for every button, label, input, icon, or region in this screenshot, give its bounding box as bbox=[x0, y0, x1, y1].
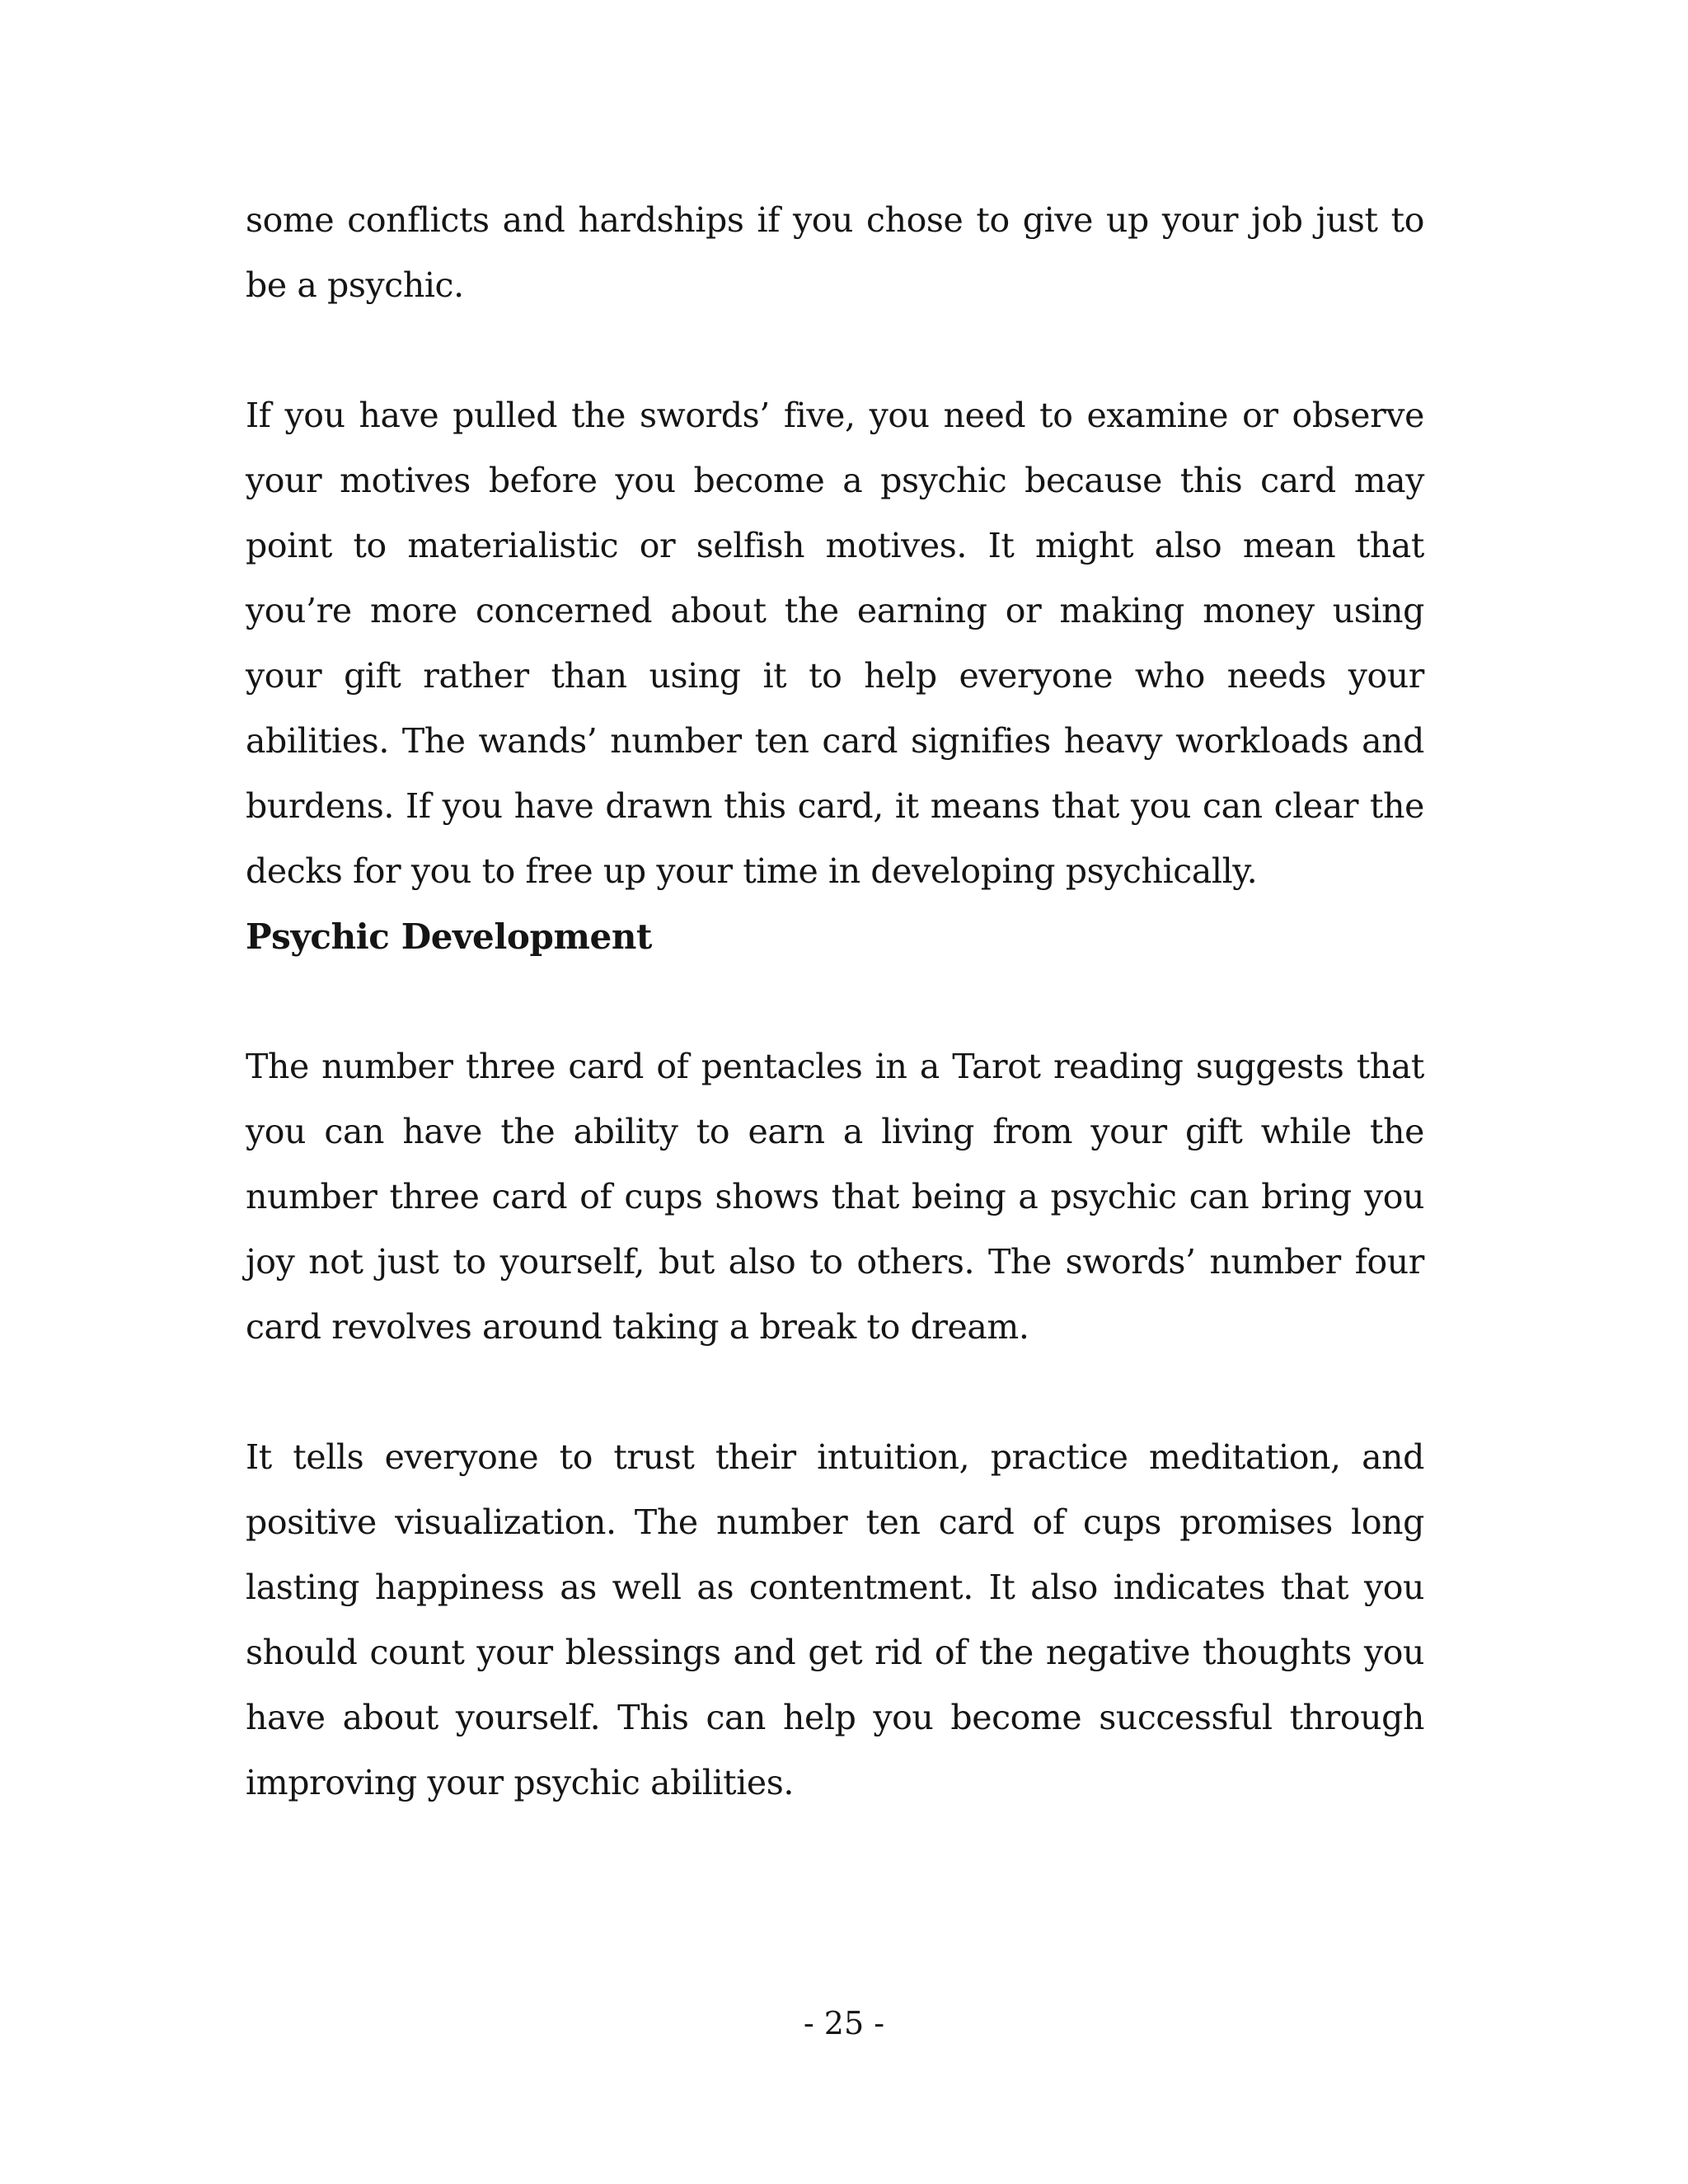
paragraph-pentacles-three: The number three card of pentacles in a Tarot reading suggests that you can have the ability to earn a living from your gift while the number three card of cups shows that being a psychic can bring you joy not just to yourself, but also to others. The swords’ number four card revolves around taking a break to dream. bbox=[246, 1047, 1424, 1347]
page-body bbox=[246, 188, 1424, 1816]
section-heading: Psychic Development bbox=[246, 916, 652, 957]
paragraph-intuition: It tells everyone to trust their intuition, practice meditation, and positive visualization. The number ten card of cups promises long lasting happiness as well as contentment. It also indicates that you should count your blessings and get rid of the negative thoughts you have about yourself. This can help you become successful through improving your psychic abilities. bbox=[246, 1437, 1424, 1802]
paragraph-swords-five: If you have pulled the swords’ five, you need to examine or observe your motives before you become a psychic because this card may point to materialistic or selfish motives. It might also mean that you’re more concerned about the earning or making money using your gift rather than using it to help everyone who needs your abilities. The wands’ number ten card signifies heavy workloads and burdens. If you have drawn this card, it means that you can clear the decks for you to free up your time in developing psychically. bbox=[246, 396, 1424, 891]
page-number: - 25 - bbox=[803, 2005, 885, 2041]
paragraph-continued: some conflicts and hardships if you chose to give up your job just to be a psychic. bbox=[246, 200, 1424, 305]
